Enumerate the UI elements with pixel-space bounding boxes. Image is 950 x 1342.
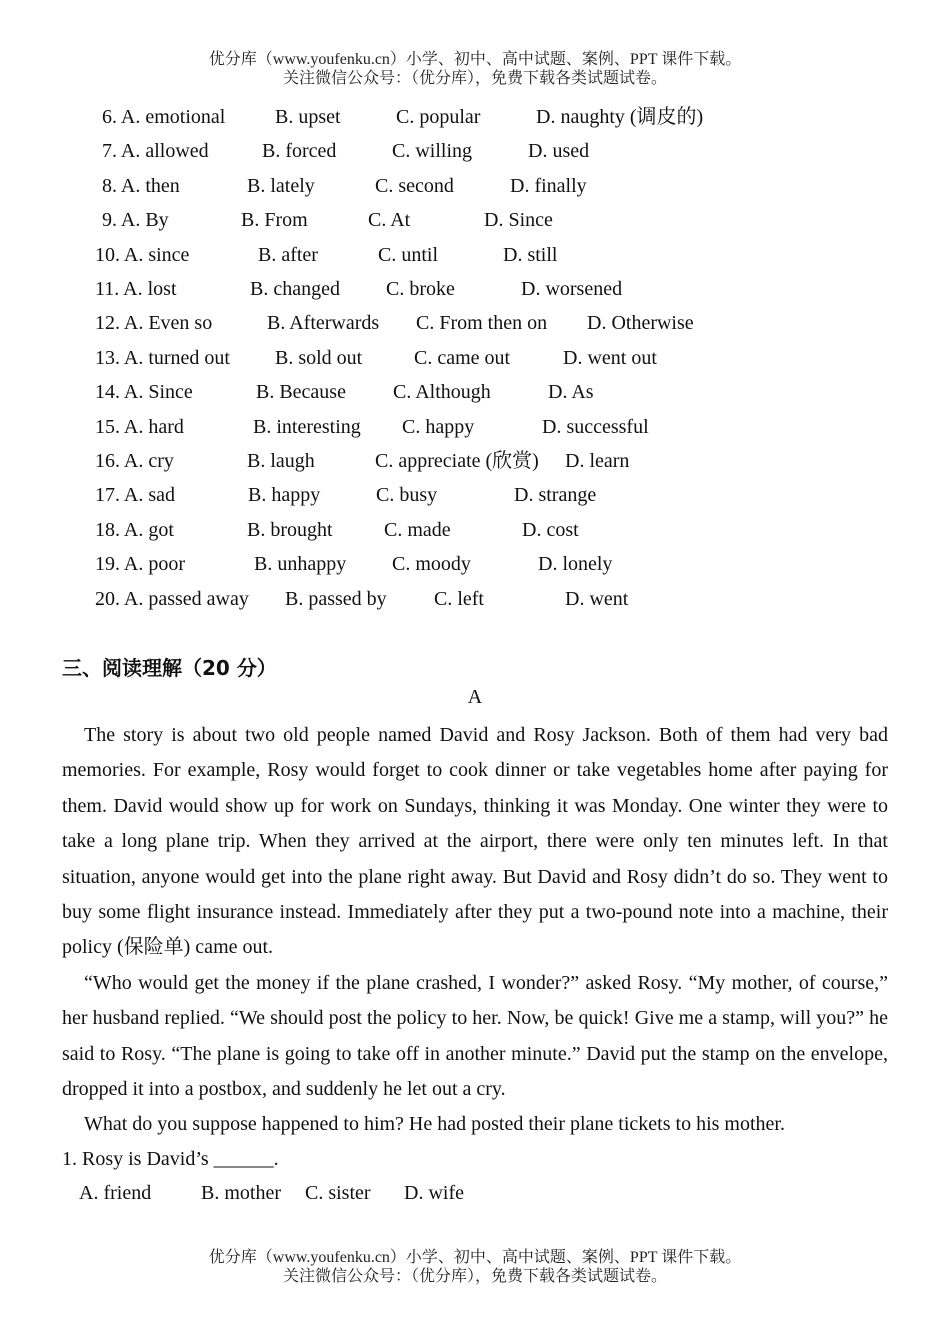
option-d: D. used [528, 140, 590, 163]
question-1-option-d: D. wife [404, 1182, 464, 1204]
question-1-option-b: B. mother [201, 1182, 281, 1204]
option-d: D. Since [484, 209, 553, 232]
option-c: C. willing [392, 140, 473, 163]
passage-paragraph: “Who would get the money if the plane crashed, I wonder?” asked Rosy. “My mother, of course,” her husband replied. “We should post the policy to her. Now, be quick! Give me a stamp, will you?” he said to Rosy. “The plane is going to take off in another minute.” David put the stamp on the envelope, dropped it into a postbox, and suddenly he let out a cry. [62, 971, 888, 1101]
option-c: C. happy [402, 415, 475, 438]
option-a: 9. A. By [102, 209, 169, 232]
header-line-1: 优分库（www.youfenku.cn）小学、初中、高中试题、案例、PPT 课件下载。 [208, 51, 742, 68]
question-1-option-c: C. sister [305, 1182, 371, 1204]
option-c: C. until [378, 243, 439, 266]
passage-paragraph: What do you suppose happened to him? He had posted their plane tickets to his mother. [84, 1113, 785, 1136]
option-c: C. made [384, 518, 451, 541]
option-b: B. changed [250, 278, 340, 300]
option-a: 14. A. Since [95, 381, 193, 404]
option-b: B. unhappy [254, 553, 347, 576]
reading-passage [62, 718, 888, 1143]
option-a: 13. A. turned out [95, 346, 230, 369]
header-line-2: 关注微信公众号：（优分库），免费下载各类试题试卷。 [282, 70, 667, 87]
option-d: D. naughty (调皮的) [536, 106, 704, 128]
option-a: 18. A. got [95, 518, 174, 541]
question-1-stem: 1. Rosy is David’s ______. [62, 1148, 279, 1170]
option-d: D. went out [563, 346, 657, 369]
option-c: C. busy [376, 484, 438, 507]
option-d: D. strange [514, 484, 597, 507]
option-c: C. came out [414, 346, 511, 369]
option-a: 12. A. Even so [95, 312, 213, 335]
option-d: D. finally [510, 174, 587, 197]
option-c: C. moody [392, 553, 471, 576]
option-a: 20. A. passed away [95, 587, 249, 610]
footer-line-2: 关注微信公众号：（优分库），免费下载各类试题试卷。 [282, 1268, 667, 1285]
option-a: 11. A. lost [95, 278, 177, 300]
option-b: B. passed by [285, 587, 387, 610]
option-a: 6. A. emotional [102, 106, 226, 128]
option-a: 10. A. since [95, 243, 190, 266]
option-a: 19. A. poor [95, 553, 185, 576]
option-d: D. successful [542, 415, 649, 438]
option-b: B. Afterwards [267, 312, 380, 335]
option-b: B. lately [247, 174, 315, 197]
option-b: B. interesting [253, 415, 361, 438]
option-c: C. broke [386, 278, 455, 300]
option-b: B. sold out [275, 346, 363, 369]
passage-label: A [467, 686, 483, 708]
option-b: B. From [241, 209, 308, 232]
option-d: D. Otherwise [587, 312, 694, 335]
option-d: D. lonely [538, 553, 613, 576]
option-c: C. left [434, 587, 484, 610]
option-c: C. From then on [416, 312, 548, 335]
option-b: B. Because [256, 381, 346, 404]
question-1-options [62, 1176, 888, 1210]
option-a: 8. A. then [102, 174, 180, 197]
option-b: B. happy [248, 484, 321, 507]
option-a: 17. A. sad [95, 484, 175, 507]
option-a: 7. A. allowed [102, 140, 209, 163]
option-b: B. upset [275, 106, 341, 128]
option-c: C. appreciate (欣赏) [375, 450, 539, 472]
section-title: 三、阅读理解（20 分） [62, 656, 277, 680]
option-d: D. learn [565, 450, 630, 472]
footer-line-1: 优分库（www.youfenku.cn）小学、初中、高中试题、案例、PPT 课件下载。 [208, 1249, 742, 1266]
option-c: C. Although [393, 381, 491, 404]
page-header-top [0, 50, 950, 88]
option-c: C. At [368, 209, 411, 232]
option-b: B. laugh [247, 450, 315, 472]
option-b: B. forced [262, 140, 337, 163]
option-a: 16. A. cry [95, 450, 174, 472]
question-1-option-a: A. friend [79, 1182, 152, 1204]
option-d: D. went [565, 587, 629, 610]
option-d: D. still [503, 243, 558, 266]
page-footer [0, 1248, 950, 1286]
option-a: 15. A. hard [95, 415, 184, 438]
option-c: C. popular [396, 106, 481, 128]
option-c: C. second [375, 174, 454, 197]
passage-paragraph: The story is about two old people named David and Rosy Jackson. Both of them had very bad memories. For example, Rosy would forget to cook dinner or take vegetables home after paying for them. David would show up for work on Sundays, thinking it was Monday. One winter they were to take a long plane trip. When they arrived at the airport, there were only ten minutes left. In that situation, anyone would get into the plane right away. But David and Rosy didn’t do so. They went to buy some flight insurance instead. Immediately after they put a two-pound note into a machine, their policy (保险单) came out. [62, 724, 888, 959]
option-d: D. As [548, 381, 594, 404]
option-d: D. worsened [521, 278, 623, 300]
option-b: B. brought [247, 518, 333, 541]
option-d: D. cost [522, 518, 579, 541]
option-b: B. after [258, 243, 318, 266]
